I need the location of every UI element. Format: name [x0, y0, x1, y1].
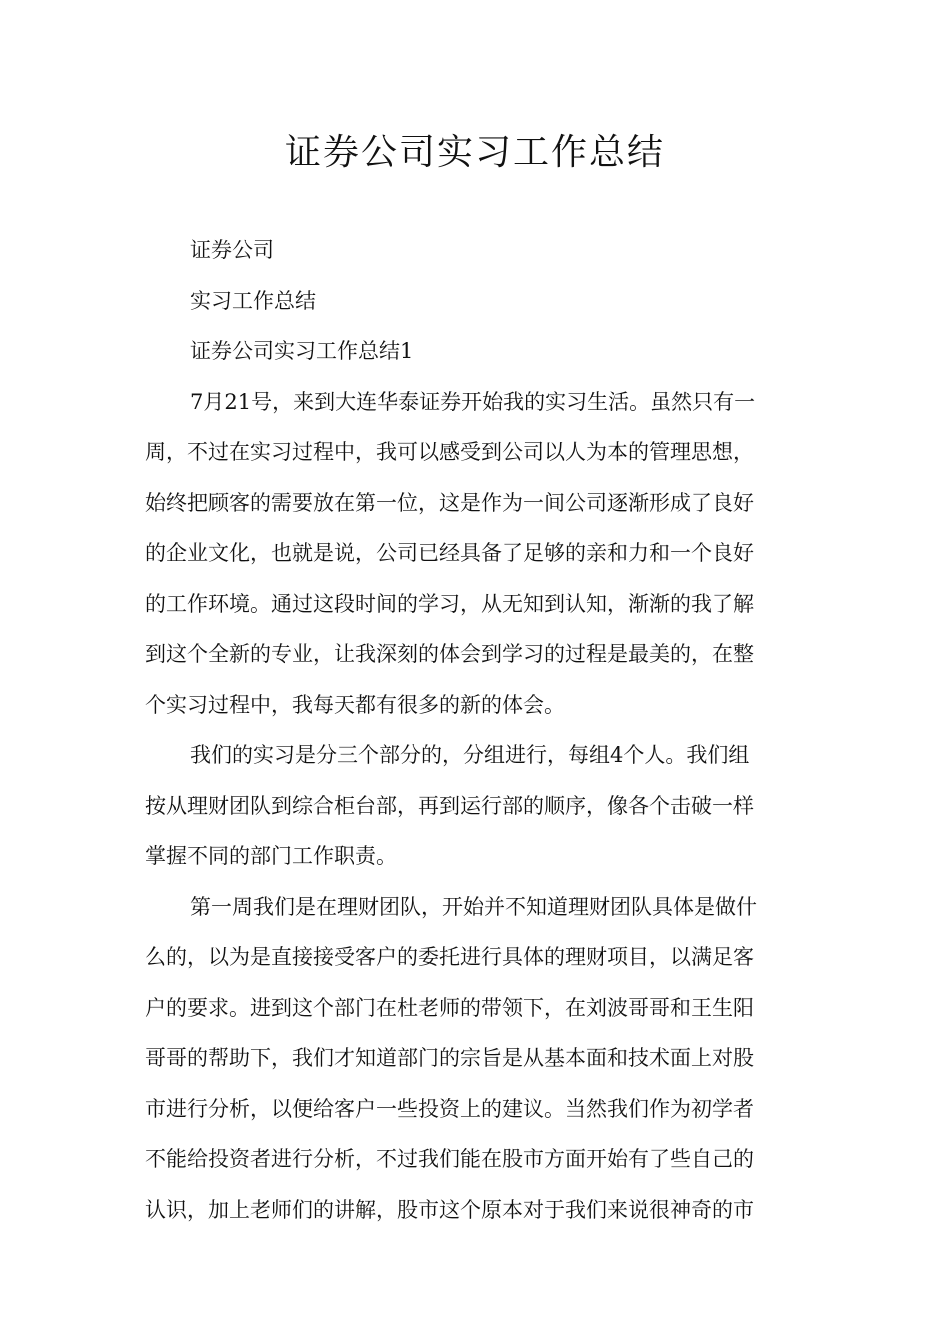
text-line: 么的，以为是直接接受客户的委托进行具体的理财项目，以满足客 [145, 945, 754, 969]
text-line: 实习工作总结 [190, 288, 316, 313]
paragraph [145, 377, 805, 731]
paragraph [145, 882, 805, 1236]
paragraph [145, 326, 805, 377]
text-line: 不能给投资者进行分析，不过我们能在股市方面开始有了些自己的 [145, 1147, 754, 1171]
paragraph [145, 276, 805, 327]
text-line: 户的要求。进到这个部门在杜老师的带领下，在刘波哥哥和王生阳 [145, 995, 754, 1020]
text-line: 证券公司实习工作总结1 [190, 339, 414, 363]
text-line: 认识，加上老师们的讲解，股市这个原本对于我们来说很神奇的市 [145, 1197, 754, 1222]
text-line: 我们的实习是分三个部分的，分组进行，每组4个人。我们组 [190, 743, 750, 767]
document-title: 证券公司实习工作总结 [284, 132, 665, 173]
text-line: 的企业文化，也就是说，公司已经具备了足够的亲和力和一个良好 [145, 541, 754, 565]
text-line: 7月21号，来到大连华泰证券开始我的实习生活。虽然只有一 [190, 389, 756, 414]
text-line: 按从理财团队到综合柜台部，再到运行部的顺序，像各个击破一样 [145, 793, 754, 818]
text-line: 到这个全新的专业，让我深刻的体会到学习的过程是最美的，在整 [145, 642, 754, 666]
text-line: 第一周我们是在理财团队，开始并不知道理财团队具体是做什 [190, 894, 757, 919]
text-line: 证券公司 [190, 238, 274, 262]
text-line: 个实习过程中，我每天都有很多的新的体会。 [145, 692, 565, 717]
text-line: 掌握不同的部门工作职责。 [145, 844, 397, 868]
text-line: 始终把顾客的需要放在第一位，这是作为一间公司逐渐形成了良好 [145, 490, 754, 515]
text-line: 周，不过在实习过程中，我可以感受到公司以人为本的管理思想， [145, 440, 754, 464]
paragraph [145, 225, 805, 276]
document-body [145, 225, 805, 1235]
text-line: 的工作环境。通过这段时间的学习，从无知到认知，渐渐的我了解 [145, 591, 754, 616]
paragraph [145, 730, 805, 882]
text-line: 哥哥的帮助下，我们才知道部门的宗旨是从基本面和技术面上对股 [145, 1046, 754, 1070]
text-line: 市进行分析，以便给客户一些投资上的建议。当然我们作为初学者 [145, 1096, 754, 1121]
